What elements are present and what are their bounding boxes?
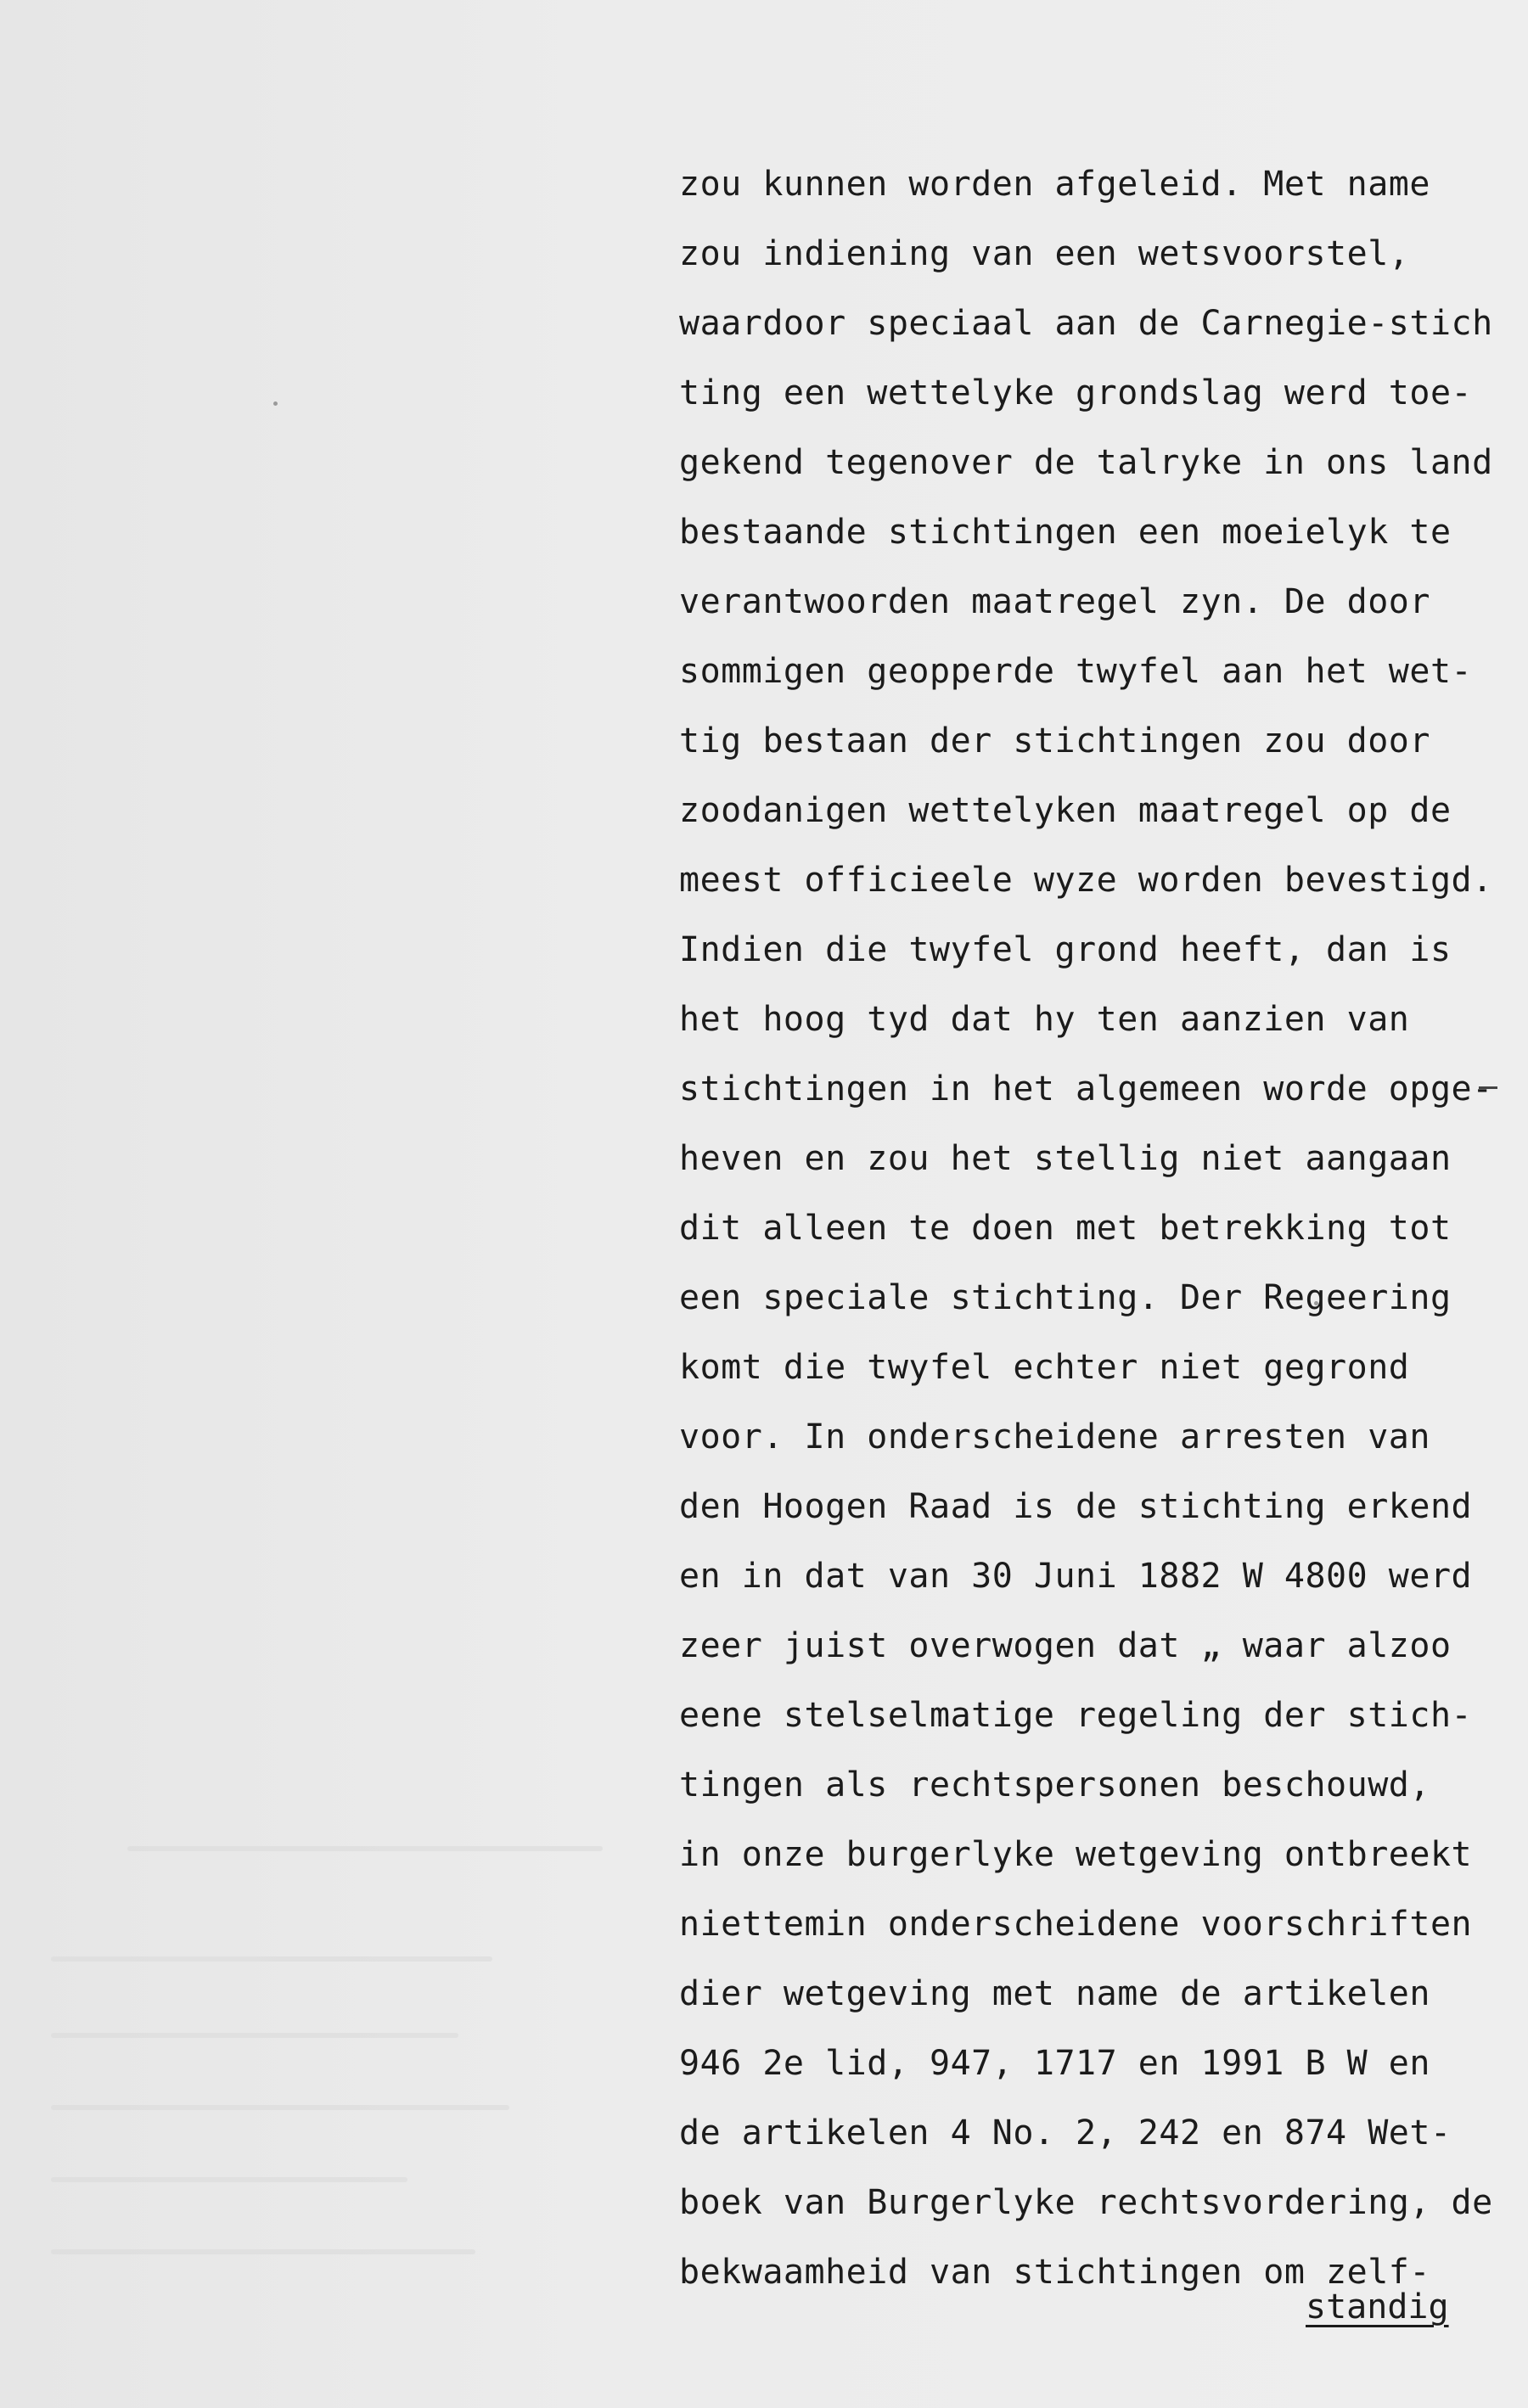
- text-line: den Hoogen Raad is de stichting erkend: [679, 1487, 1473, 1526]
- text-line: bekwaamheid van stichtingen om zelf-: [679, 2253, 1430, 2292]
- text-line: waardoor speciaal aan de Carnegie-stich: [679, 304, 1493, 343]
- text-line: zou indiening van een wetsvoorstel,: [679, 234, 1410, 273]
- text-line: de artikelen 4 No. 2, 242 en 874 Wet-: [679, 2113, 1452, 2153]
- text-line: Indien die twyfel grond heeft, dan is: [679, 930, 1452, 969]
- show-through-mark: [51, 2105, 509, 2110]
- text-line: stichtingen in het algemeen worde opge-: [679, 1069, 1493, 1109]
- text-line: meest officieele wyze worden bevestigd.: [679, 861, 1493, 900]
- text-line: eene stelselmatige regeling der stich-: [679, 1696, 1473, 1735]
- show-through-mark: [51, 2033, 458, 2038]
- text-line: dier wetgeving met name de artikelen: [679, 1974, 1430, 2013]
- text-line: heven en zou het stellig niet aangaan: [679, 1139, 1452, 1178]
- show-through-mark: [127, 1846, 603, 1851]
- show-through-mark: [51, 2249, 475, 2254]
- text-line: ting een wettelyke grondslag werd toe-: [679, 373, 1473, 413]
- text-line: zoodanigen wettelyken maatregel op de: [679, 791, 1452, 830]
- text-line: het hoog tyd dat hy ten aanzien van: [679, 1000, 1410, 1039]
- show-through-mark: [51, 2177, 407, 2182]
- text-line: dit alleen te doen met betrekking tot: [679, 1209, 1452, 1248]
- catchword: standig: [1306, 2287, 1449, 2327]
- text-line: boek van Burgerlyke rechtsvordering, de: [679, 2183, 1493, 2222]
- text-line: komt die twyfel echter niet gegrond: [679, 1348, 1410, 1387]
- text-line: voor. In onderscheidene arresten van: [679, 1417, 1430, 1457]
- show-through-mark: [51, 1956, 492, 1962]
- text-line: in onze burgerlyke wetgeving ontbreekt: [679, 1835, 1473, 1874]
- text-line: sommigen geopperde twyfel aan het wet-: [679, 652, 1473, 691]
- text-line: bestaande stichtingen een moeielyk te: [679, 513, 1452, 552]
- text-line: tingen als rechtspersonen beschouwd,: [679, 1765, 1430, 1805]
- text-line: verantwoorden maatregel zyn. De door: [679, 582, 1430, 621]
- text-line: een speciale stichting. Der Regeering: [679, 1278, 1452, 1317]
- text-line: en in dat van 30 Juni 1882 W 4800 werd: [679, 1557, 1473, 1596]
- text-line: niettemin onderscheidene voorschriften: [679, 1905, 1473, 1944]
- text-line: gekend tegenover de talryke in ons land: [679, 443, 1493, 482]
- text-line: tig bestaan der stichtingen zou door: [679, 721, 1430, 761]
- text-line: zeer juist overwogen dat „ waar alzoo: [679, 1626, 1452, 1665]
- paper-speck: [273, 401, 278, 406]
- text-line: zou kunnen worden afgeleid. Met name: [679, 165, 1430, 204]
- typed-text-block: [679, 149, 1511, 2307]
- text-line: 946 2e lid, 947, 1717 en 1991 B W en: [679, 2044, 1430, 2083]
